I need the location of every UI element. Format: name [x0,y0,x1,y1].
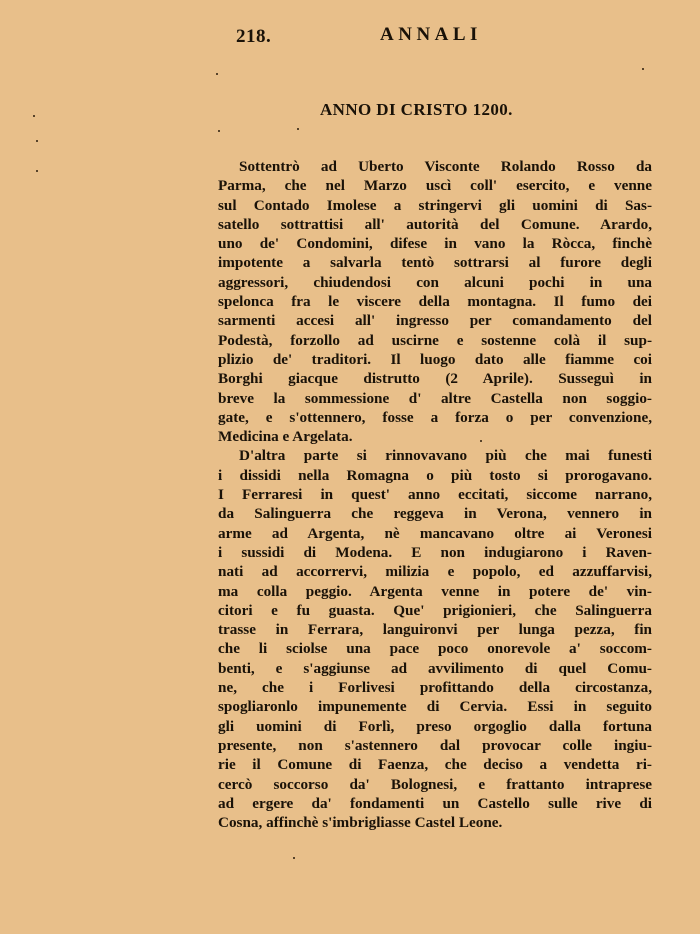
text-line: che li sciolse una pace poco onorevole a' soccom- [218,640,652,658]
print-speck [642,68,644,70]
text-line: impotente a salvarla tentò sottrarsi al furore degli [218,254,652,272]
text-line: satello sottrattisi all' autorità del Comune. Arardo, [218,215,652,233]
text-line: Sottentrò ad Uberto Visconte Rolando Rosso da [239,158,652,175]
section-title: ANNO DI CRISTO 1200. [320,100,513,119]
text-line: plizio de' traditori. Il luogo dato alle fiamme coi [218,350,652,368]
text-line: da Salinguerra che reggeva in Verona, vennero in [218,505,652,523]
text-line: Cosna, affinchè s'imbrigliasse Castel Leone. [218,814,503,832]
print-speck [293,857,295,859]
text-line: cercò soccorso da' Bolognesi, e frattanto intraprese [218,775,652,793]
text-line: uno de' Condomini, difese in vano la Ròcca, finchè [218,235,652,253]
paragraph [218,157,652,446]
text-line: spogliaronlo impunemente di Cervia. Essi in seguito [218,698,652,716]
text-line: I Ferraresi in quest' anno eccitati, siccome narrano, [218,486,652,504]
text-line: Medicina e Argelata. [218,428,353,446]
text-line: Borghi giacque distrutto (2 Aprile). Susseguì in [218,370,652,388]
text-line: spelonca fra le viscere della montagna. Il fumo dei [218,293,652,311]
text-line: gate, e s'ottennero, fosse a forza o per convenzione, [218,408,652,426]
print-speck [480,440,482,442]
text-line: nati ad accorrervi, milizia e popolo, ed azzuffarvisi, [218,563,652,581]
text-line: i dissidi nella Romagna o più tosto si prorogavano. [218,466,652,484]
text-line: ne, che i Forlivesi profittando della circostanza, [218,679,652,697]
running-head: ANNALI [380,24,482,45]
paragraph [218,446,652,832]
text-line: rie il Comune di Faenza, che deciso a vendetta ri- [218,756,652,774]
text-line: D'altra parte si rinnovavano più che mai funesti [239,447,652,465]
text-line: benti, e s'aggiunse ad avvilimento di quel Comu- [218,659,652,677]
print-speck [36,170,38,172]
text-line: ad ergere da' fondamenti un Castello sulle rive di [218,794,652,812]
print-speck [216,73,218,75]
text-line: citori e fu guasta. Que' prigionieri, che Salinguerra [218,601,652,619]
text-line: breve la sommessione d' altre Castella non soggio- [218,389,652,407]
text-line: arme ad Argenta, nè mancavano oltre ai Veronesi [218,524,652,542]
print-speck [218,130,220,132]
text-line: gli uomini di Forlì, preso orgoglio dalla fortuna [218,717,652,735]
body-text [218,157,652,832]
print-speck [36,140,38,142]
text-line: trasse in Ferrara, languironvi per lunga pezza, fin [218,621,652,639]
text-line: sul Contado Imolese a stringervi gli uomini di Sas- [218,196,652,214]
text-line: presente, non s'astennero dal provocar colle ingiu- [218,736,652,754]
page-header [0,24,700,50]
text-line: Podestà, forzollo ad uscirne e sostenne colà il sup- [218,331,652,349]
text-line: Parma, che nel Marzo uscì coll' esercito, e venne [218,177,652,195]
text-line: ma colla peggio. Argenta venne in potere de' vin- [218,582,652,600]
page-number: 218. [236,26,272,47]
text-line: aggressori, chiudendosi con alcuni pochi in una [218,273,652,291]
print-speck [33,115,35,117]
text-line: sarmenti accesi all' ingresso per comandamento del [218,312,652,330]
text-line: i sussidi di Modena. E non indugiarono i Raven- [218,543,652,561]
print-speck [297,128,299,130]
